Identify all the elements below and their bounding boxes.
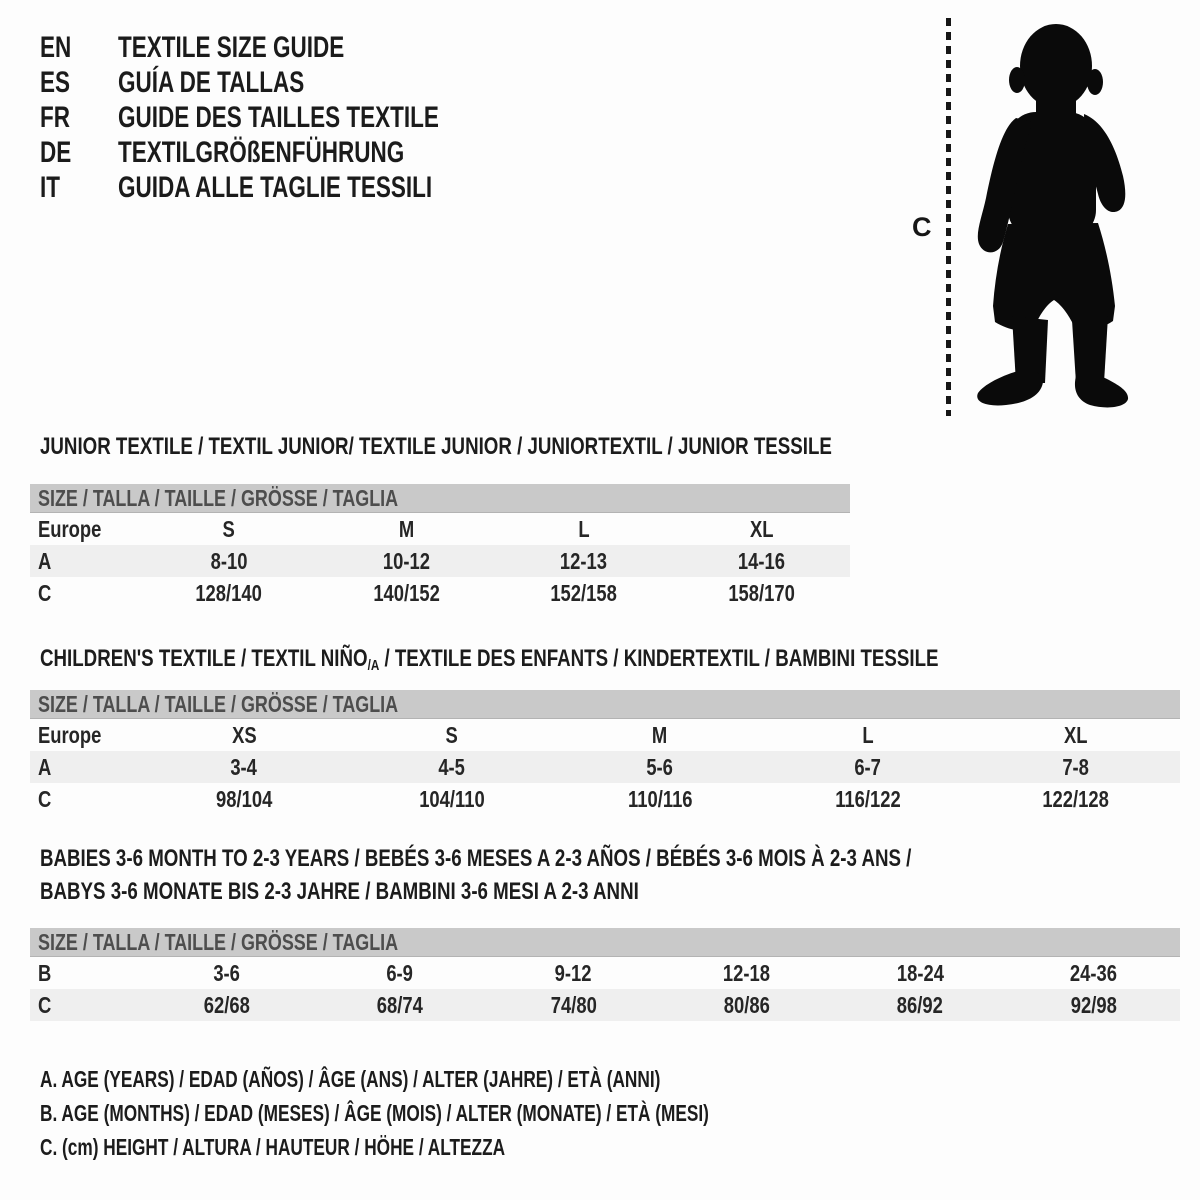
cell-value: 12-13: [560, 547, 608, 574]
cell-value: 9-12: [554, 959, 592, 986]
table-cell: [764, 783, 972, 815]
table-cell: [764, 751, 972, 783]
junior-size-table: [30, 513, 850, 609]
junior-size-header-bar: [30, 484, 850, 513]
cell-value: 14-16: [737, 547, 785, 574]
table-cell: [833, 957, 1006, 989]
table-cell: [30, 719, 140, 751]
language-code: [40, 31, 118, 65]
table-cell: [495, 513, 673, 545]
children-size-table: [30, 719, 1180, 815]
table-cell: [140, 513, 318, 545]
table-cell: [556, 783, 764, 815]
size-header-label: SIZE / TALLA / TAILLE / GRÖSSE / TAGLIA: [38, 929, 399, 955]
table-cell: [673, 513, 851, 545]
cell-value: 110/116: [627, 785, 693, 812]
column-header: Europe: [38, 721, 102, 748]
column-header: S: [222, 515, 235, 542]
column-header: L: [578, 515, 590, 542]
babies-size-table: [30, 957, 1180, 1021]
children-section-title-text: [40, 646, 938, 679]
table-cell: [313, 989, 486, 1021]
table-cell: [556, 751, 764, 783]
legend-line-c: [40, 1134, 932, 1168]
cell-value: 122/128: [1042, 785, 1110, 812]
cell-value: 10-12: [382, 547, 430, 574]
column-header: M: [398, 515, 414, 542]
guide-title: [118, 171, 537, 205]
children-title-post: / TEXTILE DES ENFANTS / KINDERTEXTIL / BAMBINI TESSILE: [379, 645, 939, 672]
guide-title: [118, 66, 366, 100]
cell-value: 74/80: [550, 991, 597, 1018]
cell-value: 152/158: [550, 579, 617, 606]
cell-value: 128/140: [195, 579, 262, 606]
legend-line-b-text: B. AGE (MONTHS) / EDAD (MESES) / ÂGE (MOIS) / ALTER (MONATE) / ETÀ (MESI): [40, 1100, 709, 1126]
table-cell: [833, 989, 1006, 1021]
legend: [40, 1066, 932, 1168]
cell-value: 92/98: [1070, 991, 1117, 1018]
babies-section-title-line2: [40, 879, 808, 905]
language-row-de: [40, 135, 546, 170]
junior-section-title-text: JUNIOR TEXTILE / TEXTIL JUNIOR/ TEXTILE JUNIOR / JUNIORTEXTIL / JUNIOR TESSILE: [40, 433, 832, 460]
table-cell: [764, 719, 972, 751]
cell-value: 7-8: [1062, 753, 1090, 780]
guide-title-text: GUIDE DES TAILLES TEXTILE: [118, 100, 439, 134]
guide-title-text: GUÍA DE TALLAS: [118, 65, 305, 99]
language-code-text: DE: [40, 135, 72, 169]
language-code-text: IT: [40, 170, 61, 204]
table-cell: [972, 783, 1180, 815]
table-cell: [140, 577, 318, 609]
babies-section-title-line1: [40, 846, 1157, 872]
babies-title-line1-text: BABIES 3-6 MONTH TO 2-3 YEARS / BEBÉS 3-6 MESES A 2-3 AÑOS / BÉBÉS 3-6 MOIS À 2-3 ANS /: [40, 845, 912, 872]
guide-title-text: TEXTILE SIZE GUIDE: [118, 30, 345, 64]
column-header: L: [862, 721, 874, 748]
column-header: M: [652, 721, 668, 748]
legend-line-a: [40, 1066, 932, 1100]
language-code-text: ES: [40, 65, 71, 99]
table-cell: [348, 719, 556, 751]
children-row-a: [30, 751, 1180, 783]
height-measure-dashed-line: [946, 18, 951, 416]
children-title-sub: /A: [367, 657, 380, 674]
table-cell: [972, 719, 1180, 751]
table-cell: [673, 545, 851, 577]
language-title-list: [40, 30, 546, 205]
size-header-label: SIZE / TALLA / TAILLE / GRÖSSE / TAGLIA: [38, 485, 399, 511]
table-cell: [313, 957, 486, 989]
table-cell: [660, 957, 833, 989]
legend-line-b: [40, 1100, 932, 1134]
cell-value: 4-5: [438, 753, 466, 780]
cell-value: 62/68: [203, 991, 250, 1018]
language-row-es: [40, 65, 546, 100]
cell-value: 3-6: [213, 959, 240, 986]
row-label: C: [38, 579, 52, 606]
language-code-text: FR: [40, 100, 70, 134]
table-cell: [673, 577, 851, 609]
table-cell: [140, 783, 348, 815]
table-cell: [556, 719, 764, 751]
table-cell: [348, 783, 556, 815]
table-cell: [660, 989, 833, 1021]
table-cell: [30, 577, 140, 609]
cell-value: 18-24: [896, 959, 944, 986]
size-header-label: SIZE / TALLA / TAILLE / GRÖSSE / TAGLIA: [38, 691, 399, 717]
junior-row-a: [30, 545, 850, 577]
row-label: B: [38, 959, 52, 986]
language-row-it: [40, 170, 546, 205]
language-code: [40, 101, 118, 135]
table-cell: [487, 989, 660, 1021]
junior-row-c: [30, 577, 850, 609]
children-section-title: [40, 646, 1192, 679]
children-columns-row: [30, 719, 1180, 751]
children-title-pre: CHILDREN'S TEXTILE / TEXTIL NIÑO: [40, 645, 368, 672]
babies-row-c: [30, 989, 1180, 1021]
children-size-header-bar: [30, 690, 1180, 719]
row-label: A: [38, 753, 52, 780]
language-code: [40, 66, 118, 100]
table-cell: [140, 751, 348, 783]
table-cell: [1007, 989, 1180, 1021]
legend-line-c-text: C. (cm) HEIGHT / ALTURA / HAUTEUR / HÖHE / ALTEZZA: [40, 1134, 506, 1160]
language-row-fr: [40, 100, 546, 135]
cell-value: 3-4: [230, 753, 258, 780]
table-cell: [30, 957, 140, 989]
cell-value: 80/86: [723, 991, 770, 1018]
cell-value: 86/92: [896, 991, 943, 1018]
table-cell: [972, 751, 1180, 783]
children-row-c: [30, 783, 1180, 815]
cell-value: 116/122: [835, 785, 901, 812]
height-measure-label: C: [912, 212, 932, 242]
table-cell: [30, 751, 140, 783]
table-cell: [318, 577, 496, 609]
babies-title-line2-text: BABYS 3-6 MONATE BIS 2-3 JAHRE / BAMBINI 3-6 MESI A 2-3 ANNI: [40, 878, 639, 905]
legend-line-a-text: A. AGE (YEARS) / EDAD (AÑOS) / ÂGE (ANS) / ALTER (JAHRE) / ETÀ (ANNI): [40, 1066, 661, 1092]
guide-title-text: TEXTILGRÖßENFÜHRUNG: [118, 135, 405, 169]
column-header: XL: [1064, 721, 1088, 748]
table-cell: [495, 577, 673, 609]
table-cell: [30, 783, 140, 815]
language-row-en: [40, 30, 546, 65]
column-header: XS: [231, 721, 257, 748]
cell-value: 5-6: [646, 753, 674, 780]
guide-title: [118, 31, 420, 65]
cell-value: 12-18: [723, 959, 771, 986]
junior-section-title: [40, 434, 1055, 460]
junior-columns-row: [30, 513, 850, 545]
cell-value: 6-9: [386, 959, 414, 986]
row-label: C: [38, 991, 52, 1018]
table-cell: [140, 957, 313, 989]
babies-size-header-bar: [30, 928, 1180, 957]
cell-value: 158/170: [727, 579, 795, 606]
language-code: [40, 136, 118, 170]
language-code: [40, 171, 118, 205]
column-header: XL: [749, 515, 773, 542]
table-cell: [318, 545, 496, 577]
table-cell: [30, 989, 140, 1021]
table-cell: [140, 989, 313, 1021]
guide-title: [118, 101, 546, 135]
table-cell: [487, 957, 660, 989]
cell-value: 6-7: [854, 753, 882, 780]
table-cell: [1007, 957, 1180, 989]
babies-row-b: [30, 957, 1180, 989]
guide-title: [118, 136, 500, 170]
table-cell: [30, 545, 140, 577]
table-cell: [318, 513, 496, 545]
table-cell: [348, 751, 556, 783]
column-header: S: [445, 721, 459, 748]
cell-value: 68/74: [376, 991, 424, 1018]
table-cell: [30, 513, 140, 545]
cell-value: 140/152: [372, 579, 440, 606]
cell-value: 98/104: [215, 785, 273, 812]
guide-title-text: GUIDA ALLE TAGLIE TESSILI: [118, 170, 433, 204]
table-cell: [495, 545, 673, 577]
cell-value: 8-10: [210, 547, 248, 574]
cell-value: 104/110: [419, 785, 485, 812]
row-label: A: [38, 547, 52, 574]
cell-value: 24-36: [1069, 959, 1117, 986]
column-header: Europe: [38, 515, 102, 542]
table-cell: [140, 719, 348, 751]
language-code-text: EN: [40, 30, 72, 64]
row-label: C: [38, 785, 52, 812]
toddler-silhouette-icon: [958, 10, 1140, 420]
table-cell: [140, 545, 318, 577]
